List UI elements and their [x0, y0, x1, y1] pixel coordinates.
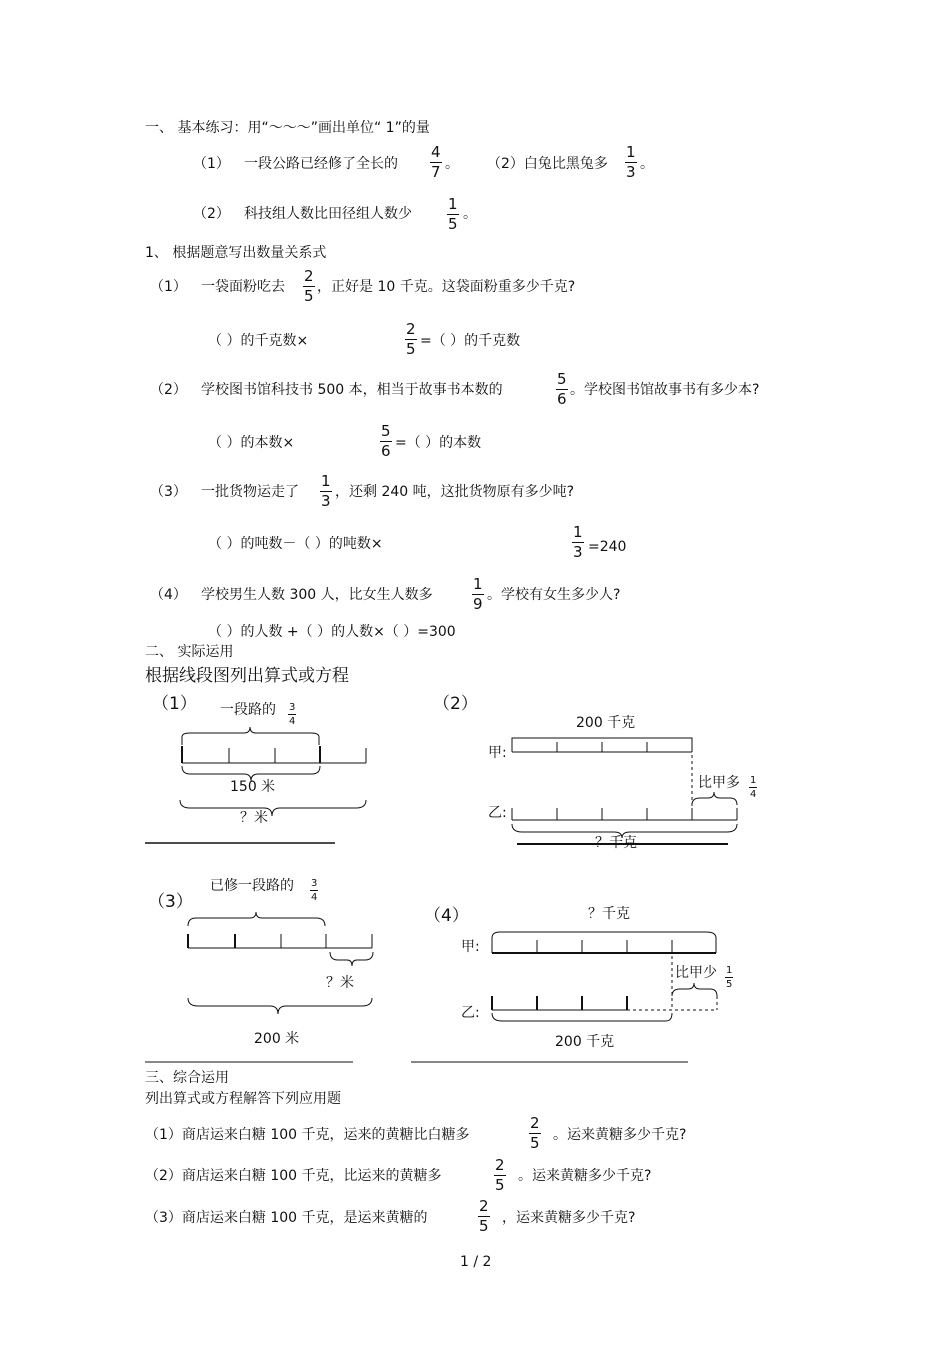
s4-p3-pre: （3）商店运来白糖 100 千克，是运来黄糖的: [145, 1210, 428, 1226]
s4-p2-fraction: $\frac{2}{5}$: [495, 1156, 505, 1194]
s4-p3-fraction: $\frac{2}{5}$: [479, 1197, 489, 1235]
d1-mid-brace: [182, 766, 320, 781]
s1-item1-text: 一段公路已经修了全长的: [244, 156, 398, 172]
section-4-subheading: 列出算式或方程解答下列应用题: [145, 1091, 341, 1107]
s1-item3-tail: 。: [463, 206, 477, 222]
d3-mid-text: ？米: [326, 975, 354, 991]
d3-fraction: $\frac{3}{4}$: [311, 878, 318, 903]
s2-p4-fraction: $\frac{1}{9}$: [473, 575, 483, 613]
d1-bottom-text: ？米: [240, 810, 268, 826]
d2-bottom-brace: [512, 824, 737, 838]
d4-fraction: $\frac{1}{5}$: [726, 965, 733, 990]
s2-p4-label: （4）: [150, 587, 187, 603]
d3-top-text: 已修一段路的: [210, 878, 294, 894]
s2-p2-eq-a: （ ）的本数×: [208, 435, 295, 451]
s1-item1-label: （1）: [193, 156, 230, 172]
s2-p1-label: （1）: [150, 279, 187, 295]
s2-p2-eq-fraction: $\frac{5}{6}$: [381, 422, 391, 460]
d4-row1-label: 甲:: [461, 939, 480, 955]
d2-side-brace: [692, 792, 737, 805]
s2-p2-pre: 学校图书馆科技书 500 本，相当于故事书本数的: [201, 382, 503, 398]
s2-p1-eq-fraction: $\frac{2}{5}$: [406, 320, 416, 358]
section-3-heading: 二、 实际运用: [145, 644, 234, 660]
s1-item1-fraction: $\frac{4}{7}$: [431, 143, 441, 181]
s2-p3-eq-a: （ ）的吨数－（ ）的吨数×: [208, 536, 383, 552]
d2-row2-label: 乙:: [488, 805, 507, 821]
s4-p3-post: ，运来黄糖多少千克?: [502, 1210, 636, 1226]
s4-p1-fraction: $\frac{2}{5}$: [530, 1114, 540, 1152]
section-4-heading: 三、综合运用: [145, 1070, 229, 1086]
d4-bottom-text: 200 千克: [555, 1034, 615, 1050]
d3-label: （3）: [148, 892, 193, 912]
s2-p2-eq-b: =（ ）的本数: [395, 435, 482, 451]
d3-top-brace: [188, 912, 325, 926]
d2-top-text: 200 千克: [576, 715, 636, 731]
d2-side-text: 比甲多: [698, 775, 740, 791]
d3-mid-brace: [330, 952, 373, 966]
s4-p2-post: 。运来黄糖多少千克?: [518, 1168, 652, 1184]
d2-label: （2）: [433, 694, 478, 714]
s1-item3-text: 科技组人数比田径组人数少: [244, 206, 412, 222]
s2-p3-eq-fraction: $\frac{1}{3}$: [573, 523, 583, 561]
s2-p3-post: ，还剩 240 吨，这批货物原有多少吨?: [335, 484, 575, 500]
d3-bottom-text: 200 米: [254, 1031, 300, 1047]
s1-item3-fraction: $\frac{1}{5}$: [448, 195, 458, 233]
d2-bottom-text: ？千克: [595, 835, 637, 851]
s4-p1-pre: （1）商店运来白糖 100 千克，运来的黄糖比白糖多: [145, 1127, 470, 1143]
s1-item2-text: （2）白兔比黑兔多: [487, 156, 608, 172]
s1-item2-fraction: $\frac{1}{3}$: [626, 143, 636, 181]
s2-p1-fraction: $\frac{2}{5}$: [304, 267, 314, 305]
page-number: 1 / 2: [460, 1254, 492, 1270]
d2-row1-label: 甲:: [488, 745, 507, 761]
d4-side-text: 比甲少: [675, 965, 717, 981]
s2-p1-post: ，正好是 10 千克。这袋面粉重多少千克?: [317, 279, 576, 295]
s1-item2-tail: 。: [640, 156, 654, 172]
s2-p4-post: 。学校有女生多少人?: [487, 587, 621, 603]
s2-p1-eq-b: =（ ）的千克数: [420, 333, 521, 349]
s2-p4-pre: 学校男生人数 300 人，比女生人数多: [201, 587, 433, 603]
s1-item1-tail: 。: [445, 156, 459, 172]
d1-top-text: 一段路的: [220, 702, 276, 718]
d4-top-text: ？千克: [588, 906, 630, 922]
s2-p1-eq-a: （ ）的千克数×: [208, 333, 309, 349]
s2-p3-label: （3）: [150, 484, 187, 500]
section-3-subheading: 根据线段图列出算式或方程: [145, 666, 349, 686]
d1-mid-text: 150 米: [230, 779, 276, 795]
d3-bottom-brace: [188, 998, 372, 1014]
d2-fraction: $\frac{1}{4}$: [750, 775, 757, 800]
d4-bottom-brace: [492, 1013, 672, 1021]
d4-label: （4）: [424, 906, 469, 926]
s2-p2-post: 。学校图书馆故事书有多少本?: [570, 382, 760, 398]
d4-side-brace: [672, 983, 717, 996]
d4-top-brace: [492, 932, 716, 948]
d1-top-brace: [182, 727, 319, 745]
d1-fraction: $\frac{3}{4}$: [289, 702, 296, 727]
s4-p1-post: 。运来黄糖多少千克?: [553, 1127, 687, 1143]
s2-p4-eq-a: （ ）的人数 +（ ）的人数×（ ）=300: [208, 624, 456, 640]
s2-p3-pre: 一批货物运走了: [201, 484, 299, 500]
d1-bottom-brace: [180, 800, 366, 816]
s4-p2-pre: （2）商店运来白糖 100 千克，比运来的黄糖多: [145, 1168, 442, 1184]
s2-p2-fraction: $\frac{5}{6}$: [557, 370, 567, 408]
s2-p1-pre: 一袋面粉吃去: [201, 279, 285, 295]
d1-label: （1）: [152, 694, 197, 714]
s1-item3-label: （2）: [193, 206, 230, 222]
s2-p2-label: （2）: [150, 382, 187, 398]
s2-p3-fraction: $\frac{1}{3}$: [321, 472, 331, 510]
section-1-heading: 一、 基本练习：用“～～～”画出单位“ 1”的量: [145, 120, 430, 136]
s2-p3-eq-b: =240: [588, 539, 627, 555]
d4-row2-label: 乙:: [461, 1005, 480, 1021]
section-2-heading: 1、 根据题意写出数量关系式: [145, 245, 327, 261]
